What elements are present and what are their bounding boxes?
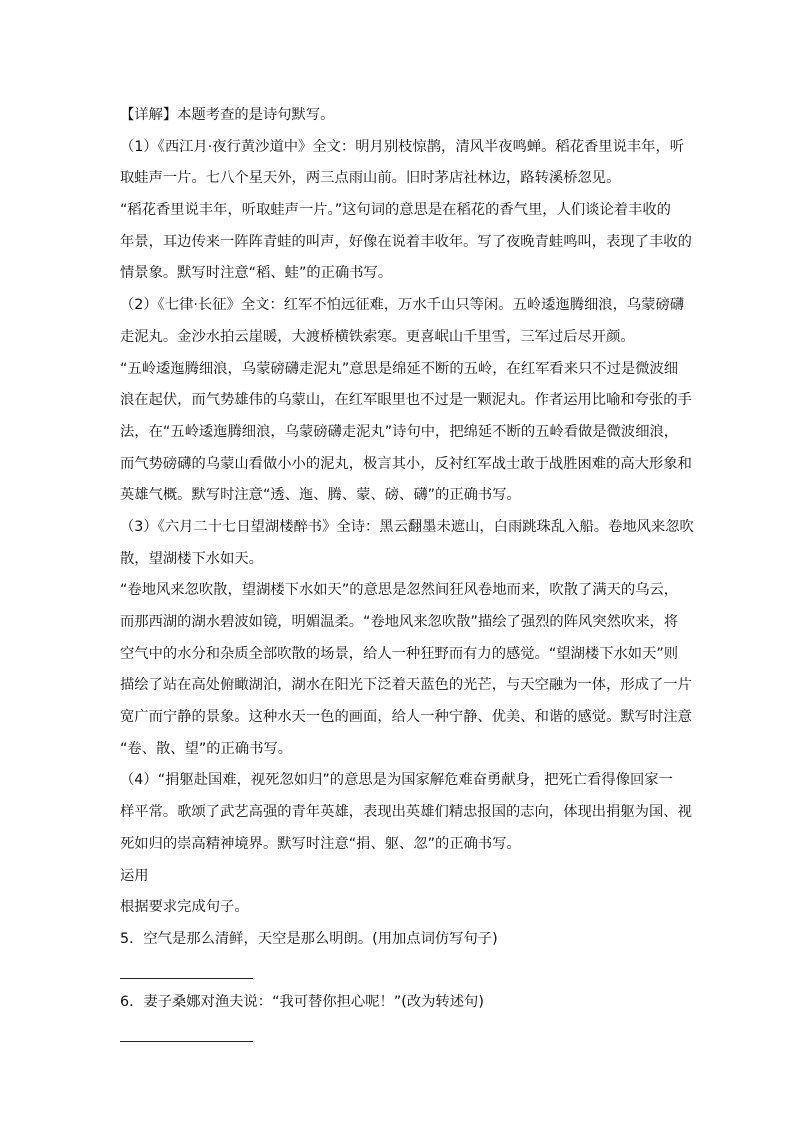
paragraph-line: 而那西湖的湖水碧波如镜，明媚温柔。“卷地风来忽吹散”描绘了强烈的阵风突然吹来，将 — [120, 614, 679, 630]
paragraph-line: “卷、散、望”的正确书写。 — [120, 740, 293, 757]
question-5: 5．空气是那么清鲜，天空是那么明朗。(用加点词仿写句子) — [120, 930, 498, 947]
paragraph-line: “卷地风来忽吹散，望湖楼下水如天”的意思是忽然间狂风卷地而来，吹散了满天的乌云， — [120, 582, 679, 599]
paragraph-line: 英雄气概。默写时注意“透、迤、腾、蒙、磅、礴”的正确书写。 — [120, 487, 521, 504]
section-heading: 运用 — [120, 867, 149, 884]
answer-line — [120, 978, 253, 979]
document-page — [120, 100, 694, 1051]
paragraph-line: 描绘了站在高处俯瞰湖泊，湖水在阳光下泛着天蓝色的光芒，与天空融为一体，形成了一片 — [120, 677, 692, 694]
paragraph-line: 而气势磅礴的乌蒙山看做小小的泥丸，极言其小，反衬红军战士敢于战胜困难的高大形象和 — [120, 455, 692, 472]
paragraph-line: （3）《六月二十七日望湖楼醉书》全诗：黑云翻墨未遮山，白雨跳珠乱入船。卷地风来忽吹 — [120, 518, 694, 535]
paragraph-line: “五岭逶迤腾细浪，乌蒙磅礴走泥丸”意思是绵延不断的五岭，在红军看来只不过是微波细 — [120, 360, 679, 377]
answer-blank-5[interactable] — [120, 956, 680, 988]
question-6: 6．妻子桑娜对渔夫说：“我可替你担心呢！”(改为转述句) — [120, 994, 484, 1011]
paragraph-line: 样平常。歌颂了武艺高强的青年英雄，表现出英雄们精忠报国的志向，体现出捐躯为国、视 — [120, 804, 692, 821]
detail-heading: 【详解】本题考查的是诗句默写。 — [120, 107, 335, 123]
paragraph-line: 年景，耳边传来一阵阵青蛙的叫声，好像在说着丰收年。写了夜晚青蛙鸣叫，表现了丰收的 — [120, 233, 692, 250]
paragraph-line: （2）《七律·长征》全文：红军不怕远征难，万水千山只等闲。五岭逶迤腾细浪，乌蒙磅礴 — [120, 297, 685, 314]
paragraph-line: 浪在起伏，而气势雄伟的乌蒙山，在红军眼里也不过是一颗泥丸。作者运用比喻和夸张的手 — [120, 392, 692, 409]
paragraph-line: 取蛙声一片。七八个星天外，两三点雨山前。旧时茅店社林边，路转溪桥忽见。 — [120, 170, 621, 187]
paragraph-line: 法，在“五岭逶迤腾细浪，乌蒙磅礴走泥丸”诗句中，把绵延不断的五岭看做是微波细浪， — [120, 423, 679, 440]
paragraph-line: 情景象。默写时注意“稻、蛙”的正确书写。 — [120, 265, 393, 282]
paragraph-line: 宽广而宁静的景象。这种水天一色的画面，给人一种宁静、优美、和谐的感觉。默写时注意 — [120, 709, 692, 726]
instruction-text: 根据要求完成句子。 — [120, 899, 249, 916]
paragraph-line: 死如归的崇高精神境界。默写时注意“捐、躯、忽”的正确书写。 — [120, 835, 521, 852]
paragraph-line: 走泥丸。金沙水拍云崖暖，大渡桥横铁索寒。更喜岷山千里雪，三军过后尽开颜。 — [120, 328, 635, 345]
paragraph-line: （4）“捐躯赴国难，视死忽如归”的意思是为国家解危难奋勇献身，把死亡看得像回家一 — [120, 772, 673, 789]
answer-line — [120, 1041, 253, 1042]
answer-blank-6[interactable] — [120, 1019, 680, 1051]
paragraph-line: 空气中的水分和杂质全部吹散的场景，给人一种狂野而有力的感觉。“望湖楼下水如天”则 — [120, 645, 679, 662]
paragraph-line: 散，望湖楼下水如天。 — [120, 550, 263, 567]
paragraph-line: （1）《西江月·夜行黄沙道中》全文：明月别枝惊鹊，清风半夜鸣蝉。稻花香里说丰年，听 — [120, 138, 685, 155]
paragraph-line: “稻花香里说丰年，听取蛙声一片。”这句词的意思是在稻花的香气里，人们谈论着丰收的 — [120, 202, 671, 219]
